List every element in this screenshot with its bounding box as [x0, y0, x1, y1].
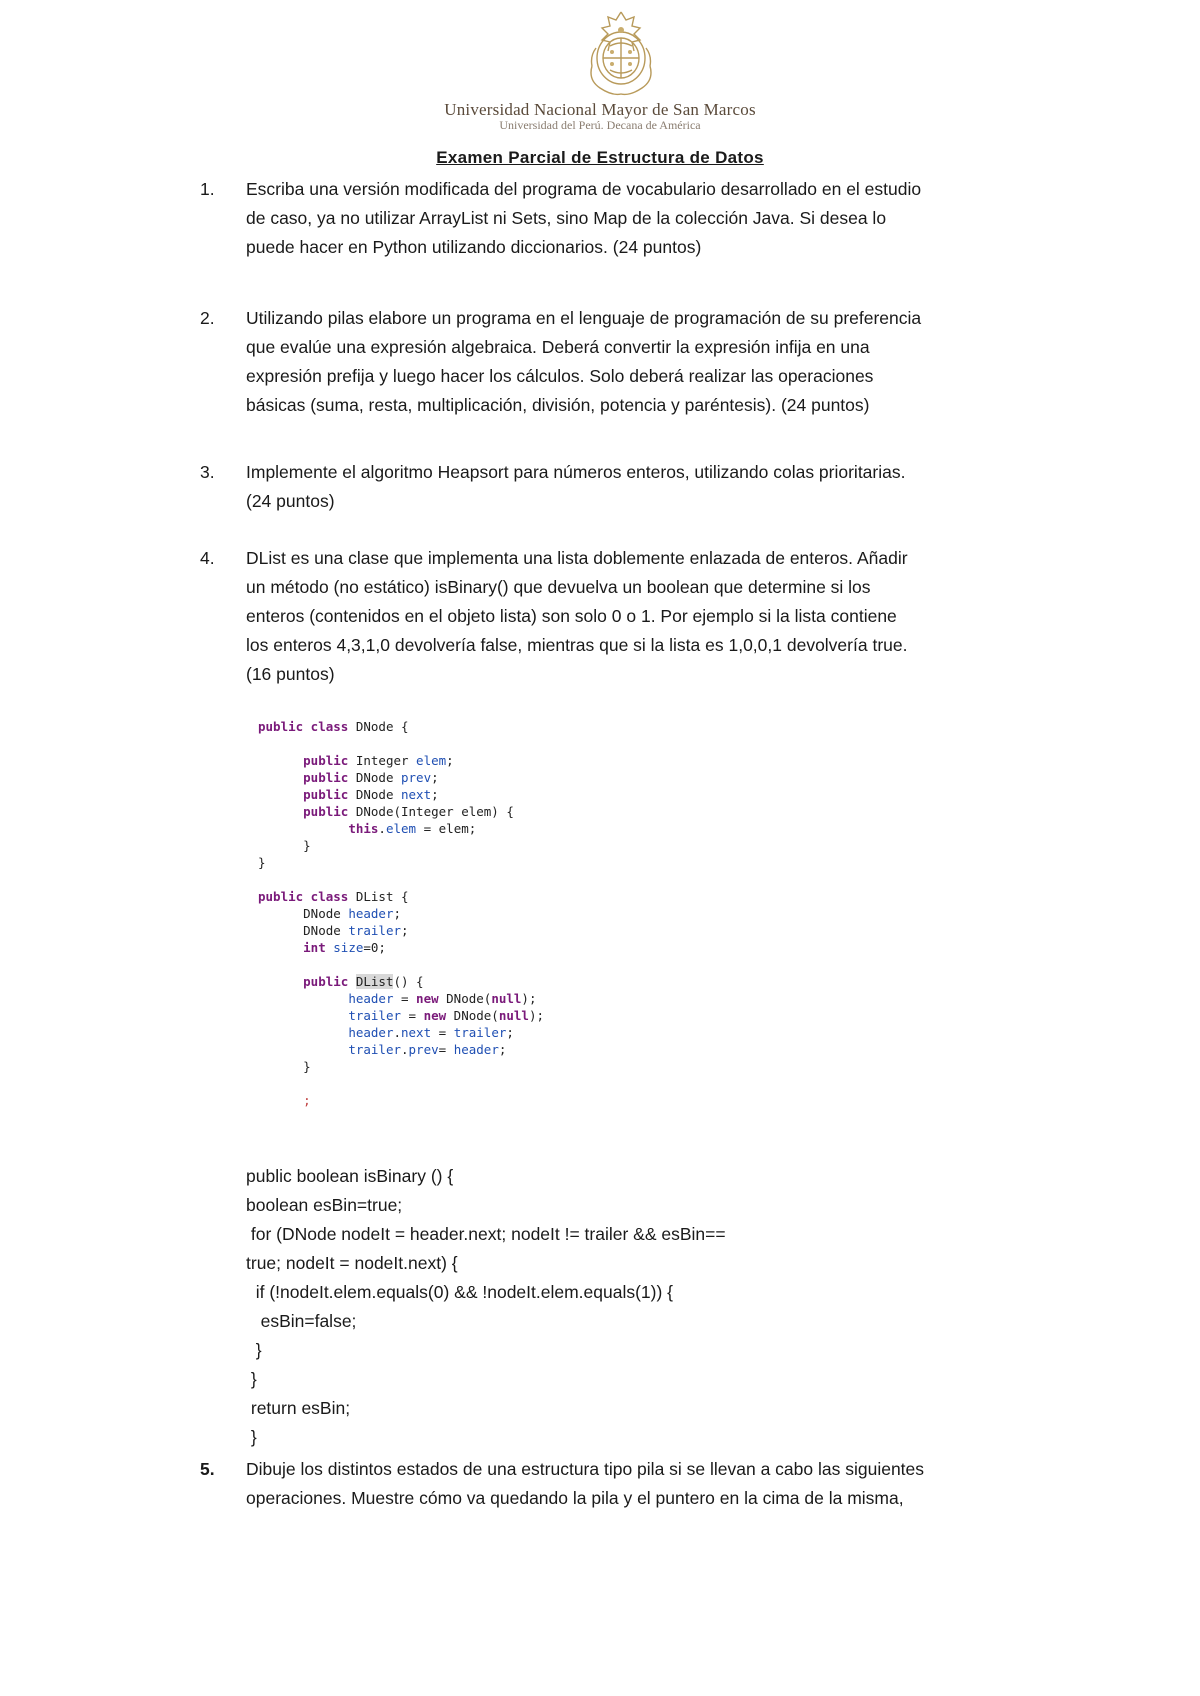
question-number: 1.: [200, 179, 215, 199]
code-line: int size=0;: [303, 940, 386, 955]
question-line: Escriba una versión modificada del programa de vocabulario desarrollado en el estudio: [246, 179, 922, 199]
code-line: this.elem = elem;: [348, 821, 477, 836]
code-line: public class DNode {: [258, 719, 409, 734]
question-number: 3.: [200, 462, 215, 482]
question-line: Dibuje los distintos estados de una estructura tipo pila si se llevan a cabo las siguientes: [246, 1459, 925, 1479]
question-line: (16 puntos): [246, 664, 335, 684]
code-line: [258, 1075, 544, 1092]
question-text: [246, 544, 1066, 689]
question-line: un método (no estático) isBinary() que devuelva un boolean que determine si los: [246, 577, 871, 597]
exam-title: Examen Parcial de Estructura de Datos: [436, 148, 764, 167]
code-line: DNode trailer;: [258, 923, 409, 938]
code-line: public DList() {: [303, 974, 424, 989]
code-line: ;: [258, 1093, 311, 1108]
code-line: trailer.prev= header;: [348, 1042, 507, 1057]
code-line: header.next = trailer;: [348, 1025, 514, 1040]
answer-line: esBin=false;: [246, 1311, 357, 1331]
answer-line: return esBin;: [246, 1398, 351, 1418]
code-line: }: [258, 1059, 311, 1074]
answer-line: for (DNode nodeIt = header.next; nodeIt != trailer && esBin==: [246, 1224, 726, 1244]
question-line: básicas (suma, resta, multiplicación, división, potencia y paréntesis). (24 puntos): [246, 395, 870, 415]
question-line: que evalúe una expresión algebraica. Deberá convertir la expresión infija en una: [246, 337, 870, 357]
answer-code: [246, 1162, 726, 1452]
question-text: [246, 458, 1066, 516]
answer-line: }: [246, 1369, 257, 1389]
university-name: Universidad Nacional Mayor de San Marcos: [444, 100, 756, 119]
code-line: header = new DNode(null);: [348, 991, 537, 1006]
question-number: 5.: [200, 1459, 215, 1479]
question-line: (24 puntos): [246, 491, 335, 511]
code-line: public class DList {: [258, 889, 409, 904]
code-line: public Integer elem;: [303, 753, 454, 768]
code-line: public DNode next;: [303, 787, 439, 802]
code-line: public DNode(Integer elem) {: [303, 804, 514, 819]
code-line: DNode header;: [258, 906, 401, 921]
code-line: trailer = new DNode(null);: [348, 1008, 545, 1023]
question-line: operaciones. Muestre cómo va quedando la pila y el puntero en la cima de la misma,: [246, 1488, 904, 1508]
question-line: Implemente el algoritmo Heapsort para números enteros, utilizando colas prioritarias.: [246, 462, 906, 482]
answer-line: if (!nodeIt.elem.equals(0) && !nodeIt.elem.equals(1)) {: [246, 1282, 674, 1302]
answer-line: }: [246, 1340, 262, 1360]
question-text: [246, 1455, 1066, 1513]
question-text: [246, 304, 1066, 420]
code-line: [258, 871, 544, 888]
code-line: public DNode prev;: [303, 770, 439, 785]
answer-line: }: [246, 1427, 257, 1447]
question-line: Utilizando pilas elabore un programa en el lenguaje de programación de su preferencia: [246, 308, 922, 328]
question-text: [246, 175, 1066, 262]
question-number: 4.: [200, 548, 215, 568]
code-line: }: [258, 838, 311, 853]
question-line: enteros (contenidos en el objeto lista) son solo 0 o 1. Por ejemplo si la lista contiene: [246, 606, 897, 626]
code-line: }: [258, 855, 266, 870]
question-line: expresión prefija y luego hacer los cálculos. Solo deberá realizar las operaciones: [246, 366, 874, 386]
question-line: puede hacer en Python utilizando diccionarios. (24 puntos): [246, 237, 702, 257]
question-number: 2.: [200, 308, 215, 328]
code-line: [258, 735, 544, 752]
university-crest-logo: [582, 8, 660, 100]
code-line: [258, 956, 544, 973]
question-line: los enteros 4,3,1,0 devolvería false, mientras que si la lista es 1,0,0,1 devolvería true.: [246, 635, 908, 655]
code-snippet-image: [258, 718, 544, 1109]
question-line: DList es una clase que implementa una lista doblemente enlazada de enteros. Añadir: [246, 548, 908, 568]
answer-line: public boolean isBinary () {: [246, 1166, 454, 1186]
answer-line: boolean esBin=true;: [246, 1195, 403, 1215]
university-subtitle: Universidad del Perú. Decana de América: [499, 118, 701, 132]
answer-line: true; nodeIt = nodeIt.next) {: [246, 1253, 458, 1273]
question-line: de caso, ya no utilizar ArrayList ni Sets, sino Map de la colección Java. Si desea lo: [246, 208, 887, 228]
